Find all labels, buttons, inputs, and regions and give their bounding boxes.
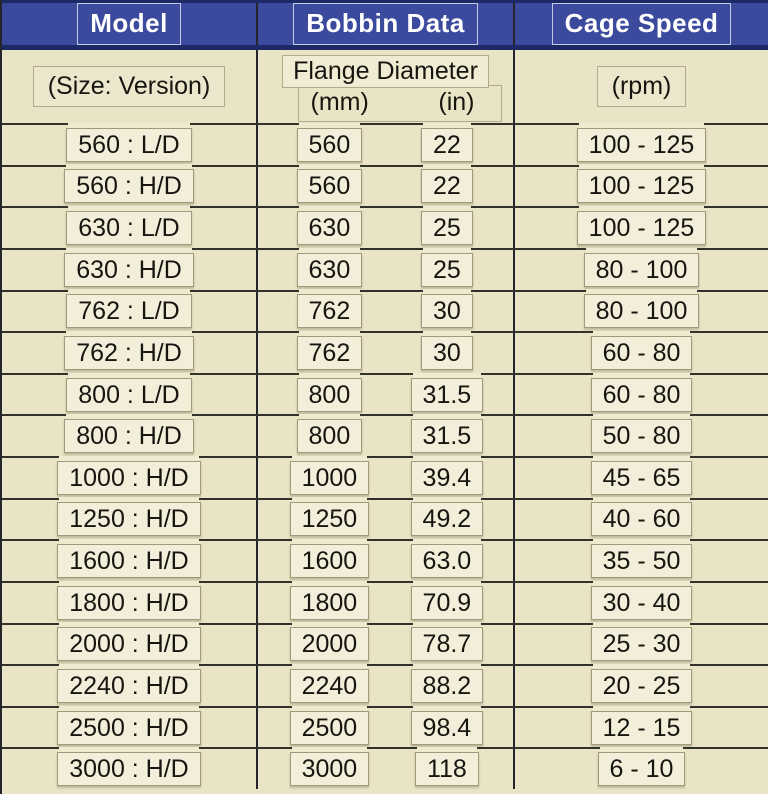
cage-speed-value: 40 - 60 bbox=[591, 502, 693, 536]
table-row bbox=[2, 165, 768, 207]
flange-in-cell bbox=[401, 294, 513, 328]
flange-mm-value: 762 bbox=[297, 336, 363, 370]
cage-speed-value: 12 - 15 bbox=[591, 711, 693, 745]
cell-bobbin-data bbox=[258, 292, 515, 332]
flange-mm-cell bbox=[258, 253, 401, 287]
cell-model bbox=[2, 500, 258, 540]
model-value: 2240 : H/D bbox=[57, 669, 201, 703]
table-subheader bbox=[2, 50, 768, 123]
flange-mm-value: 800 bbox=[297, 419, 363, 453]
cage-speed-value: 100 - 125 bbox=[577, 128, 707, 162]
flange-mm-cell bbox=[258, 752, 401, 786]
cage-speed-value: 100 - 125 bbox=[577, 211, 707, 245]
column-header-bobbin-data: Bobbin Data bbox=[293, 3, 478, 44]
cell-bobbin-data bbox=[258, 625, 515, 665]
subheader-cell-model bbox=[2, 50, 258, 123]
table-row bbox=[2, 498, 768, 540]
cell-cage-speed bbox=[515, 292, 768, 332]
cell-cage-speed bbox=[515, 749, 768, 789]
cage-speed-value: 30 - 40 bbox=[591, 586, 693, 620]
model-value: 2500 : H/D bbox=[57, 711, 201, 745]
model-value: 560 : L/D bbox=[66, 128, 191, 162]
header-cell-model bbox=[2, 3, 258, 45]
cage-speed-value: 50 - 80 bbox=[591, 419, 693, 453]
flange-in-value: 118 bbox=[415, 752, 479, 786]
table-row bbox=[2, 456, 768, 498]
model-value: 2000 : H/D bbox=[57, 627, 201, 661]
flange-mm-cell bbox=[258, 419, 401, 453]
cell-bobbin-data bbox=[258, 333, 515, 373]
cell-bobbin-data bbox=[258, 250, 515, 290]
cage-speed-value: 80 - 100 bbox=[584, 294, 700, 328]
flange-diameter-label: Flange Diameter bbox=[282, 55, 489, 88]
flange-mm-cell bbox=[258, 378, 401, 412]
cell-model bbox=[2, 583, 258, 623]
flange-mm-cell bbox=[258, 669, 401, 703]
cell-bobbin-data bbox=[258, 666, 515, 706]
model-value: 1800 : H/D bbox=[57, 586, 201, 620]
cell-bobbin-data bbox=[258, 500, 515, 540]
flange-mm-value: 1250 bbox=[290, 502, 370, 536]
cell-bobbin-data bbox=[258, 458, 515, 498]
cage-speed-value: 60 - 80 bbox=[591, 378, 693, 412]
flange-mm-value: 762 bbox=[297, 294, 363, 328]
flange-in-value: 63.0 bbox=[411, 544, 484, 578]
table-row bbox=[2, 248, 768, 290]
flange-mm-cell bbox=[258, 128, 401, 162]
flange-mm-value: 1600 bbox=[290, 544, 370, 578]
unit-mm-label: (mm) bbox=[310, 88, 369, 116]
header-cell-cage-speed bbox=[515, 3, 768, 45]
table-row bbox=[2, 539, 768, 581]
model-value: 762 : L/D bbox=[66, 294, 191, 328]
flange-mm-value: 630 bbox=[297, 253, 363, 287]
cell-cage-speed bbox=[515, 666, 768, 706]
model-value: 1250 : H/D bbox=[57, 502, 201, 536]
flange-in-value: 31.5 bbox=[411, 419, 484, 453]
flange-in-cell bbox=[401, 419, 513, 453]
flange-mm-value: 2000 bbox=[290, 627, 370, 661]
flange-in-value: 25 bbox=[421, 253, 473, 287]
cell-model bbox=[2, 167, 258, 207]
flange-mm-cell bbox=[258, 711, 401, 745]
flange-in-cell bbox=[401, 253, 513, 287]
flange-mm-value: 1000 bbox=[290, 461, 370, 495]
flange-mm-value: 560 bbox=[297, 128, 363, 162]
cell-cage-speed bbox=[515, 541, 768, 581]
model-value: 762 : H/D bbox=[64, 336, 194, 370]
cell-bobbin-data bbox=[258, 167, 515, 207]
flange-mm-cell bbox=[258, 336, 401, 370]
cage-speed-value: 20 - 25 bbox=[591, 669, 693, 703]
flange-mm-value: 800 bbox=[297, 378, 363, 412]
flange-in-value: 88.2 bbox=[411, 669, 484, 703]
flange-mm-value: 1800 bbox=[290, 586, 370, 620]
table-row bbox=[2, 747, 768, 789]
cell-cage-speed bbox=[515, 583, 768, 623]
flange-in-value: 49.2 bbox=[411, 502, 484, 536]
flange-mm-cell bbox=[258, 586, 401, 620]
flange-in-cell bbox=[401, 128, 513, 162]
cell-model bbox=[2, 208, 258, 248]
flange-mm-cell bbox=[258, 502, 401, 536]
model-value: 560 : H/D bbox=[64, 169, 194, 203]
cell-cage-speed bbox=[515, 500, 768, 540]
cell-model bbox=[2, 292, 258, 332]
cell-model bbox=[2, 749, 258, 789]
cell-cage-speed bbox=[515, 416, 768, 456]
cage-speed-value: 45 - 65 bbox=[591, 461, 693, 495]
flange-in-cell bbox=[401, 627, 513, 661]
flange-in-cell bbox=[401, 502, 513, 536]
cell-bobbin-data bbox=[258, 375, 515, 415]
flange-in-cell bbox=[401, 211, 513, 245]
cage-speed-value: 6 - 10 bbox=[598, 752, 686, 786]
cell-model bbox=[2, 250, 258, 290]
flange-in-value: 22 bbox=[421, 128, 473, 162]
model-units-label: (Size: Version) bbox=[33, 66, 226, 107]
cell-bobbin-data bbox=[258, 541, 515, 581]
unit-in-label: (in) bbox=[438, 88, 475, 116]
cell-model bbox=[2, 458, 258, 498]
cell-model bbox=[2, 625, 258, 665]
flange-in-value: 25 bbox=[421, 211, 473, 245]
flange-in-cell bbox=[401, 669, 513, 703]
flange-in-cell bbox=[401, 378, 513, 412]
table-body bbox=[2, 123, 768, 789]
flange-in-cell bbox=[401, 544, 513, 578]
flange-in-cell bbox=[401, 752, 513, 786]
table-row bbox=[2, 373, 768, 415]
cell-bobbin-data bbox=[258, 749, 515, 789]
table-row bbox=[2, 414, 768, 456]
flange-mm-cell bbox=[258, 461, 401, 495]
table-row bbox=[2, 331, 768, 373]
flange-in-value: 31.5 bbox=[411, 378, 484, 412]
model-value: 630 : H/D bbox=[64, 253, 194, 287]
flange-in-value: 30 bbox=[421, 294, 473, 328]
table-row bbox=[2, 581, 768, 623]
flange-mm-value: 2500 bbox=[290, 711, 370, 745]
flange-mm-value: 3000 bbox=[290, 752, 370, 786]
flange-in-cell bbox=[401, 461, 513, 495]
cage-speed-value: 60 - 80 bbox=[591, 336, 693, 370]
flange-in-value: 39.4 bbox=[411, 461, 484, 495]
flange-mm-cell bbox=[258, 211, 401, 245]
cell-cage-speed bbox=[515, 250, 768, 290]
flange-mm-cell bbox=[258, 627, 401, 661]
cell-cage-speed bbox=[515, 125, 768, 165]
cage-speed-value: 25 - 30 bbox=[591, 627, 693, 661]
cell-bobbin-data bbox=[258, 125, 515, 165]
flange-in-value: 70.9 bbox=[411, 586, 484, 620]
model-value: 800 : H/D bbox=[64, 419, 194, 453]
table-row bbox=[2, 623, 768, 665]
cell-model bbox=[2, 125, 258, 165]
cell-cage-speed bbox=[515, 208, 768, 248]
model-value: 630 : L/D bbox=[66, 211, 191, 245]
flange-mm-value: 2240 bbox=[290, 669, 370, 703]
cell-model bbox=[2, 666, 258, 706]
cell-cage-speed bbox=[515, 458, 768, 498]
cell-cage-speed bbox=[515, 375, 768, 415]
model-value: 1600 : H/D bbox=[57, 544, 201, 578]
cell-bobbin-data bbox=[258, 708, 515, 748]
table-row bbox=[2, 123, 768, 165]
cell-bobbin-data bbox=[258, 416, 515, 456]
flange-mm-cell bbox=[258, 544, 401, 578]
header-cell-bobbin-data bbox=[258, 3, 515, 45]
flange-in-cell bbox=[401, 586, 513, 620]
cage-speed-value: 80 - 100 bbox=[584, 253, 700, 287]
cell-cage-speed bbox=[515, 625, 768, 665]
cell-cage-speed bbox=[515, 333, 768, 373]
table-header bbox=[2, 0, 768, 50]
cell-bobbin-data bbox=[258, 583, 515, 623]
cell-model bbox=[2, 416, 258, 456]
model-value: 3000 : H/D bbox=[57, 752, 201, 786]
flange-mm-cell bbox=[258, 169, 401, 203]
cage-speed-value: 100 - 125 bbox=[577, 169, 707, 203]
table-row bbox=[2, 664, 768, 706]
flange-in-value: 30 bbox=[421, 336, 473, 370]
flange-in-value: 78.7 bbox=[411, 627, 484, 661]
flange-units-row bbox=[298, 85, 502, 122]
cell-bobbin-data bbox=[258, 208, 515, 248]
column-header-cage-speed: Cage Speed bbox=[552, 3, 732, 44]
flange-mm-value: 560 bbox=[297, 169, 363, 203]
model-value: 800 : L/D bbox=[66, 378, 191, 412]
flange-in-value: 98.4 bbox=[411, 711, 484, 745]
subheader-cell-cage-speed bbox=[515, 50, 768, 123]
cell-model bbox=[2, 333, 258, 373]
cage-speed-units-label: (rpm) bbox=[597, 66, 687, 107]
column-header-model: Model bbox=[77, 3, 181, 44]
flange-mm-value: 630 bbox=[297, 211, 363, 245]
flange-in-cell bbox=[401, 711, 513, 745]
table-row bbox=[2, 290, 768, 332]
subheader-cell-bobbin bbox=[258, 50, 515, 123]
cell-cage-speed bbox=[515, 167, 768, 207]
flange-mm-cell bbox=[258, 294, 401, 328]
table-row bbox=[2, 706, 768, 748]
flange-in-value: 22 bbox=[421, 169, 473, 203]
cell-model bbox=[2, 375, 258, 415]
flange-in-cell bbox=[401, 169, 513, 203]
cell-model bbox=[2, 541, 258, 581]
model-value: 1000 : H/D bbox=[57, 461, 201, 495]
cage-speed-value: 35 - 50 bbox=[591, 544, 693, 578]
table-row bbox=[2, 206, 768, 248]
cell-model bbox=[2, 708, 258, 748]
cell-cage-speed bbox=[515, 708, 768, 748]
flange-in-cell bbox=[401, 336, 513, 370]
